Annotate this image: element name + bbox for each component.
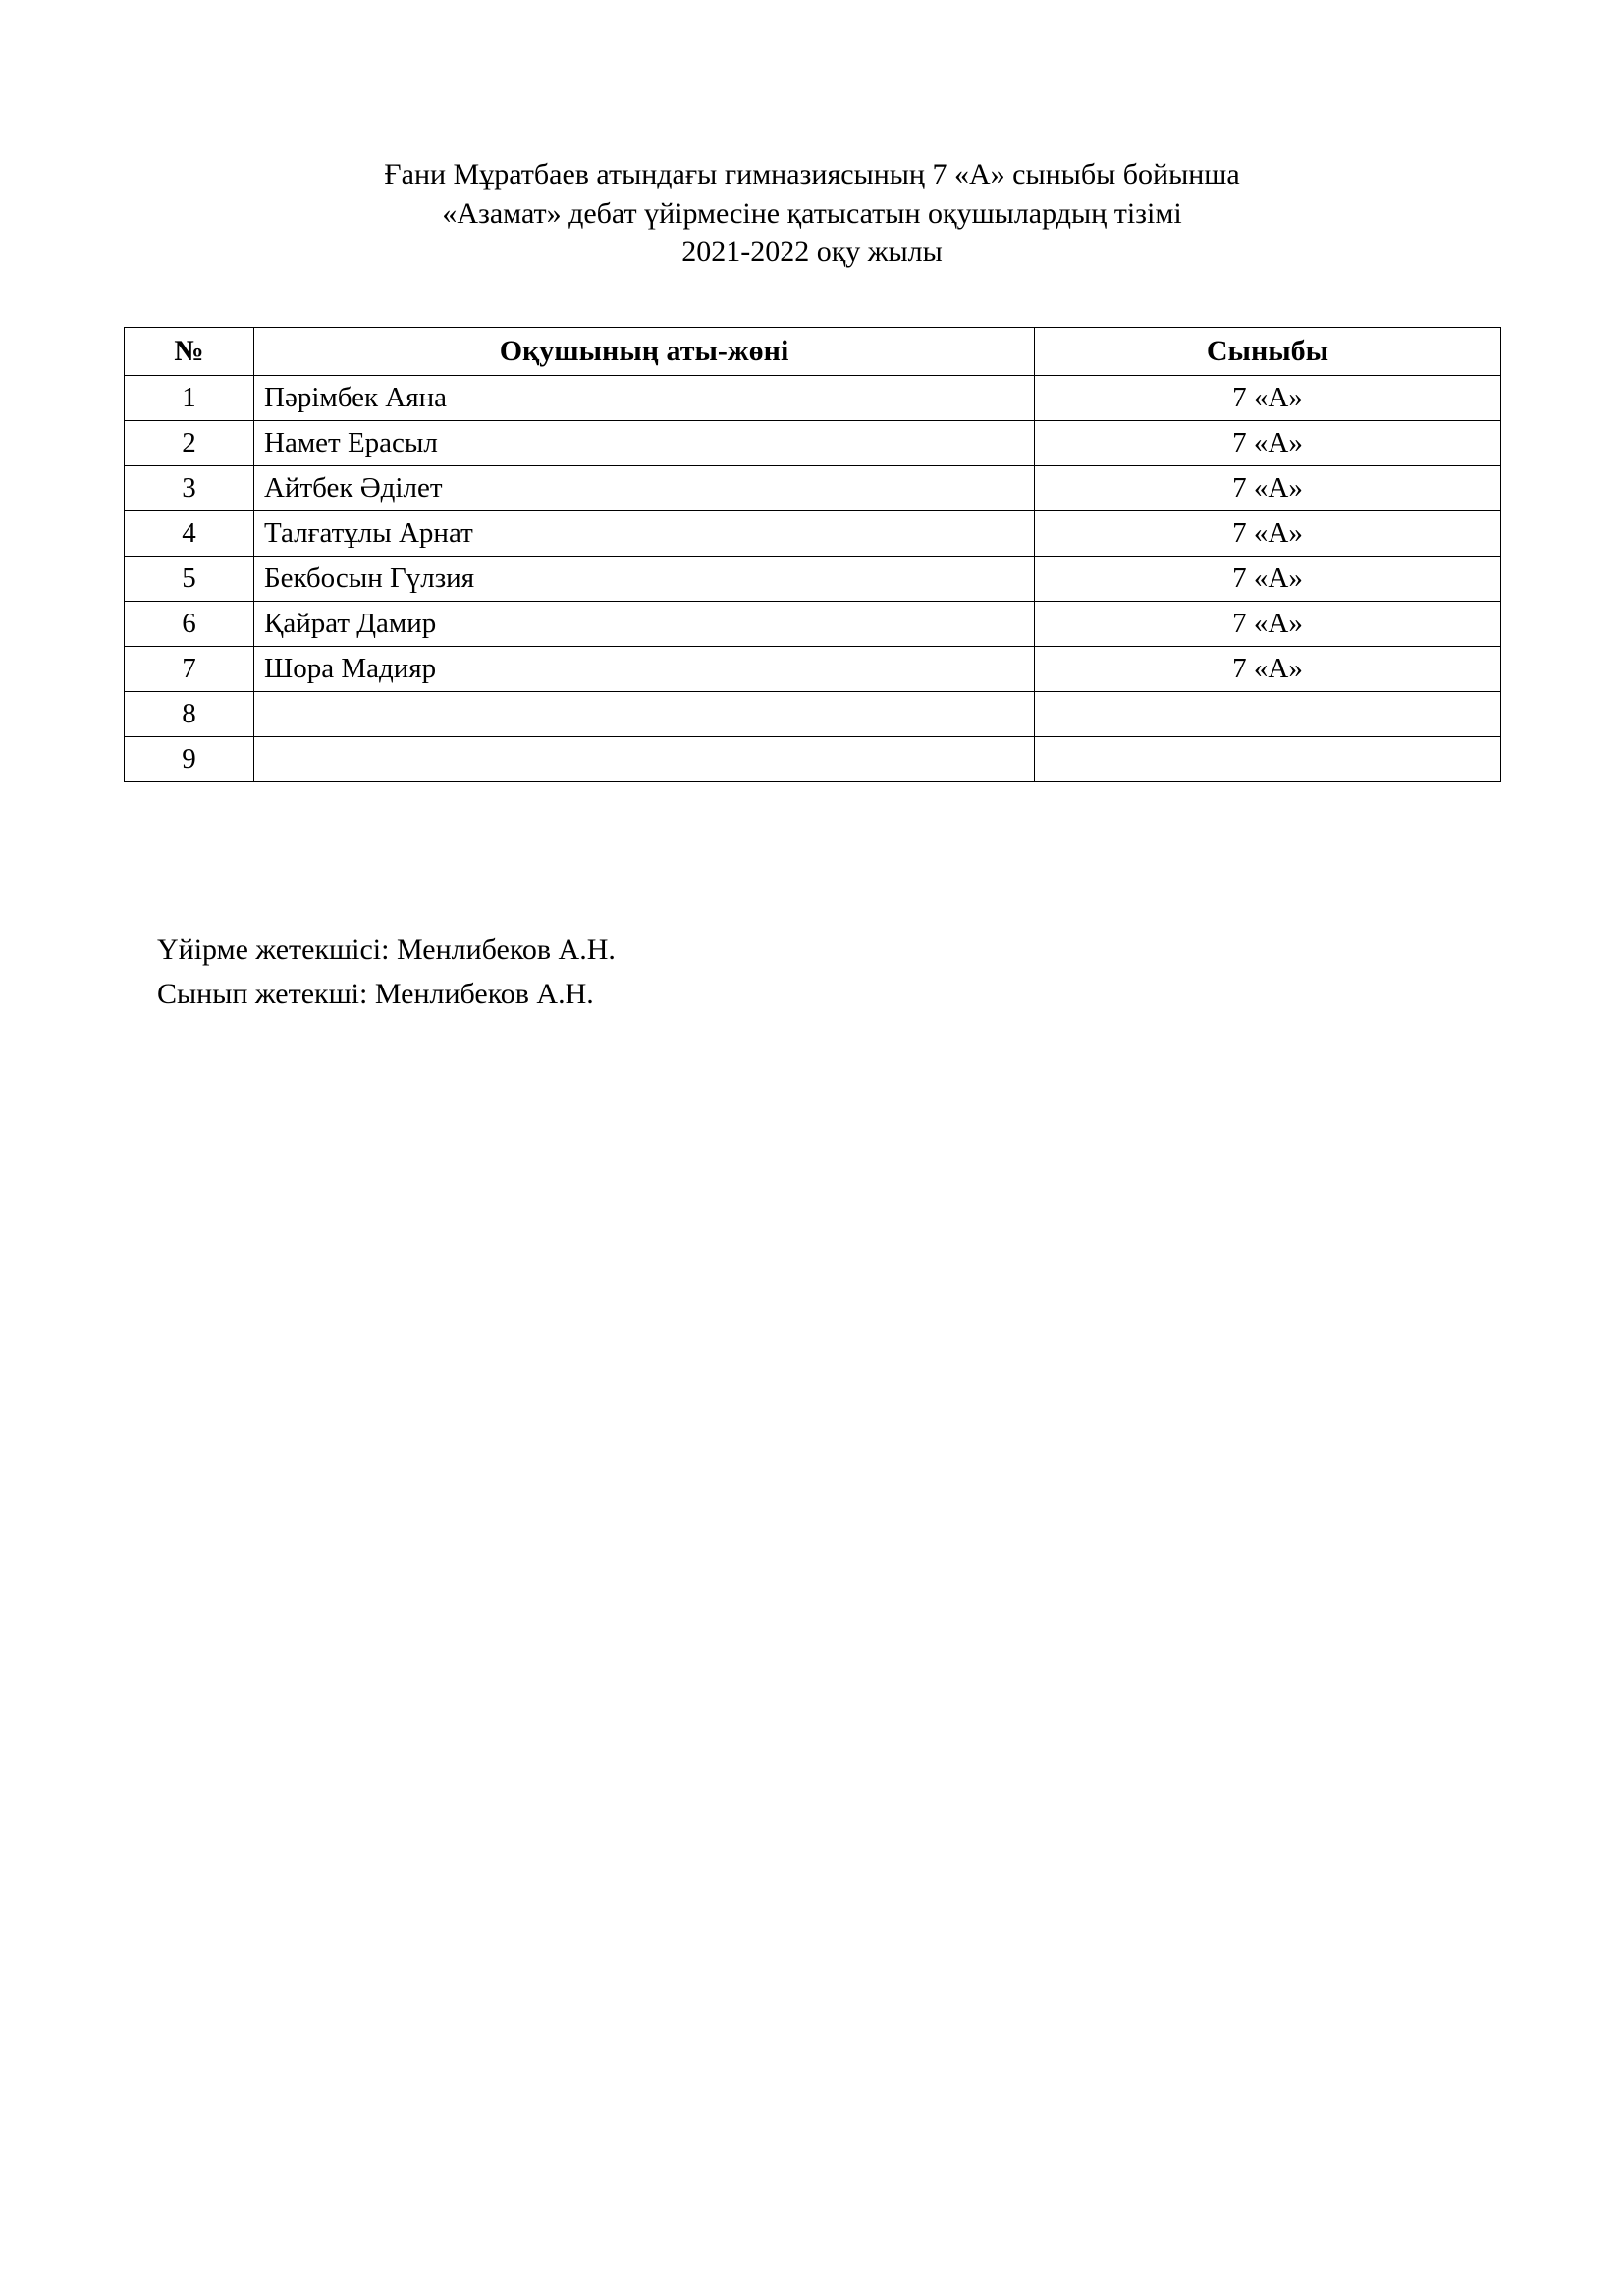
cell-number: 4 (125, 510, 254, 556)
cell-student-name (254, 736, 1035, 781)
column-header-student-name: Оқушының аты-жөні (254, 327, 1035, 375)
cell-class (1035, 691, 1501, 736)
cell-class: 7 «А» (1035, 375, 1501, 420)
cell-number: 8 (125, 691, 254, 736)
cell-class: 7 «А» (1035, 510, 1501, 556)
signature-club-leader: Үйірме жетекшісі: Менлибеков А.Н. (157, 933, 616, 966)
cell-student-name (254, 691, 1035, 736)
cell-number: 2 (125, 420, 254, 465)
column-header-number: № (125, 327, 254, 375)
table-row (125, 601, 1501, 646)
table-row (125, 736, 1501, 781)
cell-student-name: Айтбек Әділет (254, 465, 1035, 510)
cell-class: 7 «А» (1035, 465, 1501, 510)
cell-number: 7 (125, 646, 254, 691)
column-header-class: Сыныбы (1035, 327, 1501, 375)
cell-student-name: Шора Мадияр (254, 646, 1035, 691)
title-line-2: «Азамат» дебат үйірмесіне қатысатын оқушылардың тізімі (442, 196, 1182, 230)
cell-student-name: Пәрімбек Аяна (254, 375, 1035, 420)
table-row (125, 556, 1501, 601)
table-row (125, 691, 1501, 736)
cell-student-name: Намет Ерасыл (254, 420, 1035, 465)
cell-number: 9 (125, 736, 254, 781)
cell-class: 7 «А» (1035, 601, 1501, 646)
cell-student-name: Қайрат Дамир (254, 601, 1035, 646)
table-header-row (125, 327, 1501, 375)
title-line-3: 2021-2022 оқу жылы (681, 236, 943, 269)
cell-number: 1 (125, 375, 254, 420)
table-row (125, 465, 1501, 510)
cell-student-name: Талғатұлы Арнат (254, 510, 1035, 556)
cell-number: 3 (125, 465, 254, 510)
cell-class (1035, 736, 1501, 781)
table-row (125, 375, 1501, 420)
table-row (125, 646, 1501, 691)
table-row (125, 510, 1501, 556)
table-row (125, 420, 1501, 465)
cell-class: 7 «А» (1035, 646, 1501, 691)
roster-table (124, 327, 1501, 782)
signature-block (0, 928, 1624, 1016)
signature-class-teacher: Сынып жетекші: Менлибеков А.Н. (157, 977, 594, 1010)
roster-table-container (124, 327, 1500, 782)
cell-number: 6 (125, 601, 254, 646)
cell-class: 7 «А» (1035, 556, 1501, 601)
title-line-1: Ғани Мұратбаев атындағы гимназиясының 7 «А» сыныбы бойынша (384, 158, 1240, 190)
cell-class: 7 «А» (1035, 420, 1501, 465)
cell-number: 5 (125, 556, 254, 601)
page-title (0, 0, 1624, 272)
cell-student-name: Бекбосын Гүлзия (254, 556, 1035, 601)
